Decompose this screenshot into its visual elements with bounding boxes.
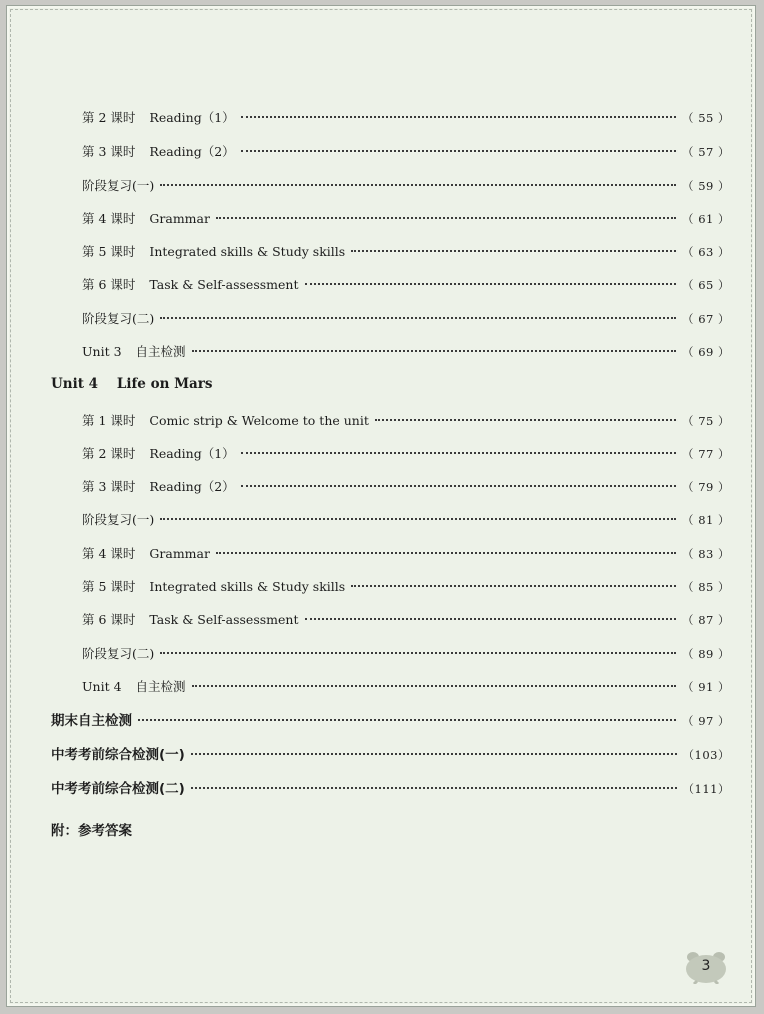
entry-title: 阶段复习(二) (82, 646, 155, 661)
leader-dots (138, 719, 676, 721)
lesson-label: 第 4 课时 (82, 546, 136, 561)
entry-title: 自主检测 (135, 679, 186, 694)
page-ref: （ 55 ） (682, 111, 730, 125)
toc-entry-mock-exam-2[interactable] (51, 779, 730, 799)
toc-entry[interactable] (82, 677, 730, 697)
page-ref: （ 65 ） (682, 278, 730, 292)
leader-dots (305, 618, 677, 620)
toc-entry[interactable] (82, 644, 730, 664)
lesson-label: 第 2 课时 (82, 446, 136, 461)
toc-entry-final-test[interactable] (51, 711, 730, 731)
entry-title: Reading（1） (149, 446, 235, 461)
entry-title: 中考考前综合检测(二) (51, 781, 185, 797)
toc-entry[interactable] (82, 610, 730, 630)
page-ref: （ 89 ） (682, 647, 730, 661)
toc-entry[interactable] (82, 444, 730, 464)
page-ref: （ 83 ） (682, 547, 730, 561)
toc-entry[interactable] (82, 577, 730, 597)
unit-heading[interactable] (51, 374, 730, 394)
toc-entry[interactable] (82, 242, 730, 262)
leader-dots (351, 250, 676, 252)
leader-dots (160, 184, 676, 186)
entry-title: Task & Self-assessment (149, 277, 299, 292)
toc-entry-mock-exam-1[interactable] (51, 745, 730, 765)
entry-title: Integrated skills & Study skills (149, 579, 346, 594)
page-ref: （ 59 ） (682, 179, 730, 193)
page-number-badge (685, 950, 727, 984)
document-page (6, 5, 756, 1007)
lesson-label: 第 3 课时 (82, 144, 136, 159)
lesson-label: 第 6 课时 (82, 277, 136, 292)
leader-dots (192, 350, 676, 352)
page-ref: （ 77 ） (682, 447, 730, 461)
page-ref: （ 63 ） (682, 245, 730, 259)
toc-entry[interactable] (82, 544, 730, 564)
leader-dots (192, 685, 676, 687)
lesson-label: 第 5 课时 (82, 244, 136, 259)
toc-entry-answer-key[interactable] (51, 821, 730, 841)
leader-dots (305, 283, 677, 285)
entry-title: 中考考前综合检测(一) (51, 747, 185, 763)
entry-title: 阶段复习(二) (82, 311, 155, 326)
lesson-label: 第 5 课时 (82, 579, 136, 594)
unit-title: Unit 4 Life on Mars (51, 376, 213, 392)
page-ref: （ 69 ） (682, 345, 730, 359)
page-ref: （ 57 ） (682, 145, 730, 159)
entry-title: Comic strip & Welcome to the unit (149, 413, 369, 428)
entry-title: Task & Self-assessment (149, 612, 299, 627)
entry-title: 附：参考答案 (51, 823, 132, 839)
entry-title: 阶段复习(一) (82, 178, 155, 193)
page-ref: （ 61 ） (682, 212, 730, 226)
lesson-label: Unit 3 (82, 344, 122, 359)
leader-dots (191, 753, 677, 755)
toc-entry[interactable] (82, 209, 730, 229)
lesson-label: 第 4 课时 (82, 211, 136, 226)
toc-entry[interactable] (82, 411, 730, 431)
table-of-contents (7, 6, 755, 1006)
entry-title: Reading（1） (149, 110, 235, 125)
entry-title: Reading（2） (149, 144, 235, 159)
page-ref: （ 87 ） (682, 613, 730, 627)
page-ref: （111） (682, 782, 730, 796)
leader-dots (241, 485, 676, 487)
entry-title: 阶段复习(一) (82, 512, 155, 527)
toc-entry[interactable] (82, 309, 730, 329)
page-ref: （ 75 ） (682, 414, 730, 428)
page-ref: （103） (682, 748, 730, 762)
entry-title: Grammar (149, 546, 210, 561)
page-number: 3 (701, 958, 711, 974)
toc-entry[interactable] (82, 275, 730, 295)
lesson-label: Unit 4 (82, 679, 122, 694)
toc-entry[interactable] (82, 108, 730, 128)
leader-dots (241, 116, 676, 118)
page-ref: （ 97 ） (682, 714, 730, 728)
page-ref: （ 81 ） (682, 513, 730, 527)
leader-dots (241, 150, 676, 152)
leader-dots (375, 419, 676, 421)
toc-entry[interactable] (82, 176, 730, 196)
leader-dots (216, 217, 676, 219)
leader-dots (191, 787, 677, 789)
toc-entry[interactable] (82, 342, 730, 362)
lesson-label: 第 1 课时 (82, 413, 136, 428)
leader-dots (241, 452, 676, 454)
leader-dots (160, 518, 676, 520)
entry-title: 期末自主检测 (51, 713, 132, 729)
entry-title: 自主检测 (135, 344, 186, 359)
page-ref: （ 85 ） (682, 580, 730, 594)
toc-entry[interactable] (82, 142, 730, 162)
entry-title: Integrated skills & Study skills (149, 244, 346, 259)
page-ref: （ 67 ） (682, 312, 730, 326)
entry-title: Grammar (149, 211, 210, 226)
leader-dots (351, 585, 676, 587)
entry-title: Reading（2） (149, 479, 235, 494)
lesson-label: 第 6 课时 (82, 612, 136, 627)
page-ref: （ 91 ） (682, 680, 730, 694)
lesson-label: 第 2 课时 (82, 110, 136, 125)
lesson-label: 第 3 课时 (82, 479, 136, 494)
leader-dots (216, 552, 676, 554)
toc-entry[interactable] (82, 510, 730, 530)
toc-entry[interactable] (82, 477, 730, 497)
page-ref: （ 79 ） (682, 480, 730, 494)
leader-dots (160, 317, 676, 319)
leader-dots (160, 652, 676, 654)
